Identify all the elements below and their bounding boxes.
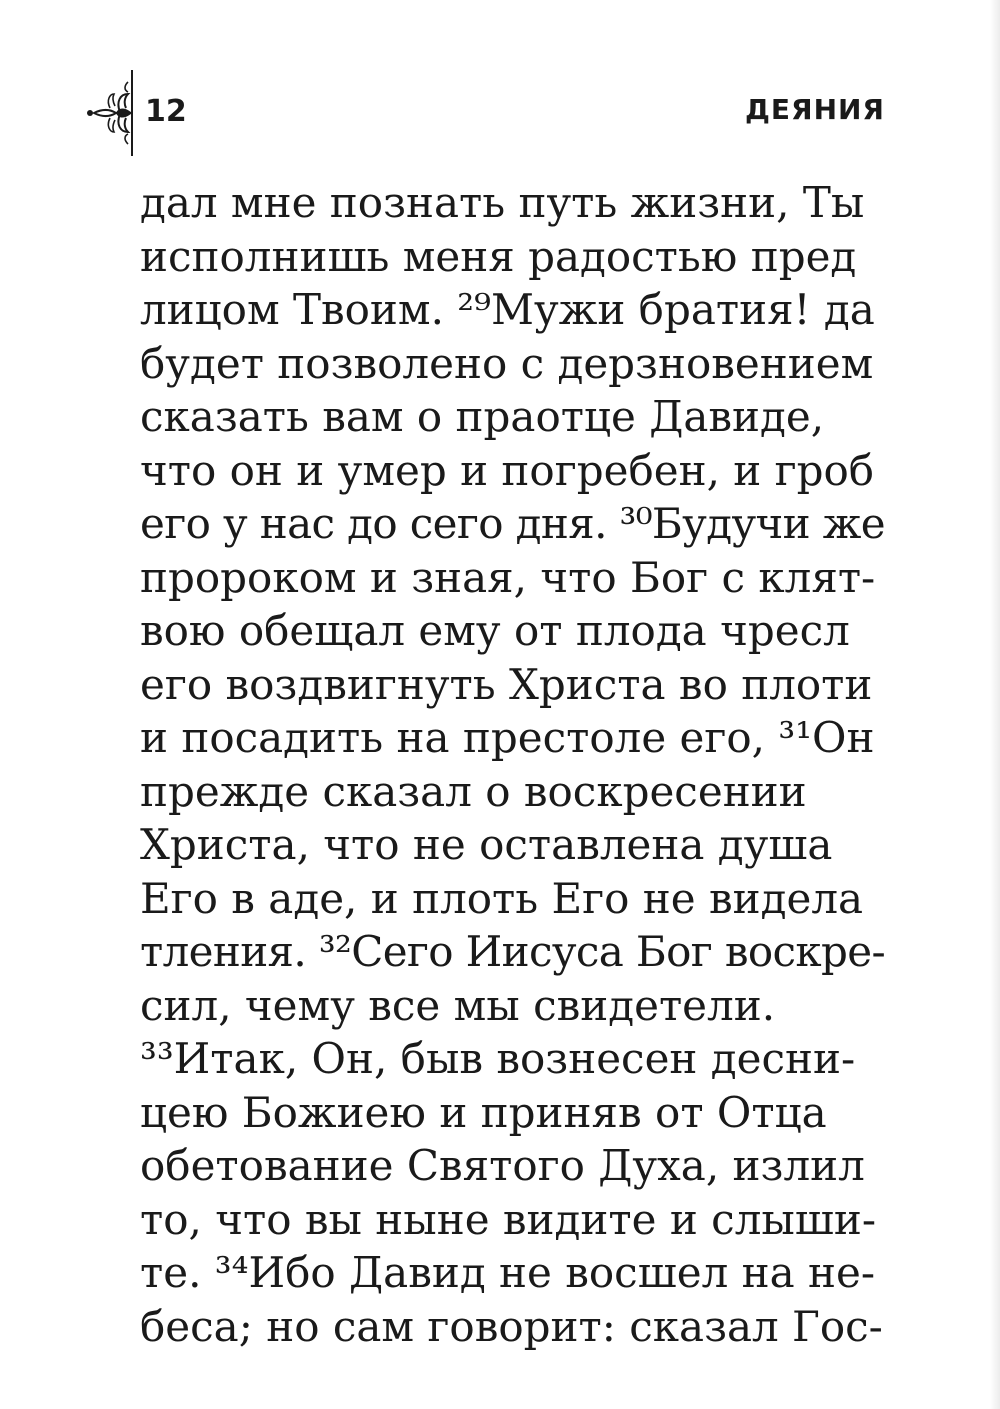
- page-number: 12: [145, 94, 187, 129]
- text-line: его воздвигнуть Христа во плоти: [140, 659, 873, 709]
- text-line: обетование Святого Духа, излил: [140, 1141, 865, 1190]
- running-title: ДЕЯНИЯ: [744, 93, 885, 126]
- page-header: [70, 68, 885, 158]
- text-line: Христа, что не оставлена душа: [140, 820, 833, 869]
- scripture-text: [140, 176, 885, 1353]
- text-line: дал мне познать путь жизни, Ты: [140, 178, 865, 227]
- text-line: сказать вам о праотце Давиде,: [140, 392, 825, 441]
- text-line: пророком и зная, что Бог с клят-: [140, 552, 876, 602]
- text-line: лицом Твоим. ²⁹Мужи братия! да: [140, 285, 875, 334]
- text-line: то, что вы ныне видите и слыши-: [140, 1194, 877, 1244]
- text-line: прежде сказал о воскресении: [140, 766, 807, 816]
- text-line: беса; но сам говорит: сказал Гос-: [140, 1301, 883, 1351]
- text-line: тления. ³²Сего Иисуса Бог воскре-: [140, 927, 885, 976]
- page-edge-shadow: [990, 0, 1000, 1409]
- fleur-ornament-icon: [80, 68, 140, 158]
- text-line: вою обещал ему от плода чресл: [140, 606, 850, 655]
- text-line: цею Божиею и приняв от Отца: [140, 1087, 827, 1137]
- text-line: будет позволено с дерзновением: [140, 338, 874, 388]
- text-line: и посадить на престоле его, ³¹Он: [140, 713, 875, 762]
- text-line: сил, чему все мы свидетели.: [140, 980, 776, 1030]
- text-line: его у нас до сего дня. ³⁰Будучи же: [140, 499, 885, 548]
- text-line: что он и умер и погребен, и гроб: [140, 445, 875, 495]
- text-line: Его в аде, и плоть Его не видела: [140, 873, 864, 923]
- text-line: ³³Итак, Он, быв вознесен десни-: [140, 1034, 856, 1083]
- text-line: те. ³⁴Ибо Давид не восшел на не-: [140, 1248, 876, 1297]
- text-line: исполнишь меня радостью пред: [140, 231, 857, 281]
